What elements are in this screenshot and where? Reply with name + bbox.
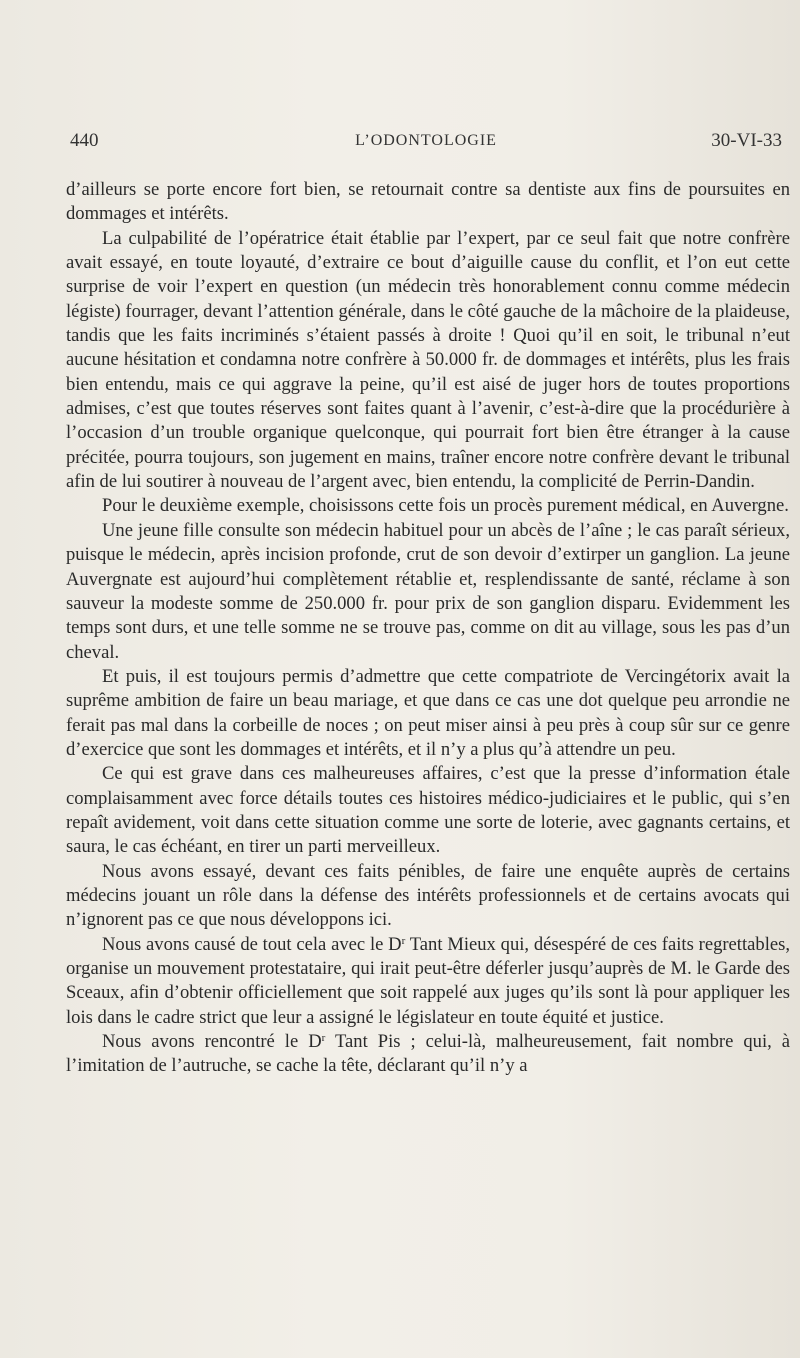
paragraph-4: Une jeune fille consulte son médecin habituel pour un abcès de l’aîne ; le cas paraît sérieux, puisque le médecin, après incision profonde, crut de son devoir d’extirper un ganglion. La jeune Auvergnate est aujourd’hui complètement rétablie et, resplendissante de santé, réclame à son sauveur la modeste somme de 250.000 fr. pour prix de son ganglion disparu. Evidemment les temps sont durs, et une telle somme ne se trouve pas, comme on dit au village, sous les pas d’un cheval. [66,519,790,663]
paragraph-8-rest: Tant Mieux qui, désespéré de ces faits regrettables, organise un mouvement protestataire, qui irait peut-être déferler jusqu’auprès de M. le Garde des Sceaux, afin d’obtenir officiellement que soit rappelé aux juges qu’ils sont là pour appliquer les lois dans le cadre strict que leur a assigné le législateur en toute équité et justice. [66,933,790,1028]
paragraph-7: Nous avons essayé, devant ces faits pénibles, de faire une enquête auprès de certains médecins jouant un rôle dans la défense des intérêts professionnels et de certains avocats qui n’ignorent pas ce que nous développons ici. [66,860,790,931]
paragraph-6: Ce qui est grave dans ces malheureuses affaires, c’est que la presse d’information étale complaisamment avec force détails toutes ces histoires médico-judiciaires et le public, qui s’en repaît avidement, voit dans cette situation comme une sorte de loterie, avec gagnants certains, et saura, le cas échéant, en tirer un parti merveilleux. [66,763,790,858]
paragraph-3: Pour le deuxième exemple, choisissons cette fois un procès purement médical, en Auvergne. [102,495,789,517]
journal-title: L’ODONTOLOGIE [355,132,497,149]
paragraph-9-start: Nous avons rencontré le D [102,1031,322,1053]
running-header [70,130,782,160]
page-number: 440 [70,130,99,151]
issue-date: 30-VI-33 [711,130,782,151]
paragraph-2: La culpabilité de l’opératrice était établie par l’expert, par ce seul fait que notre confrère avait essayé, en toute loyauté, d’extraire ce bout d’aiguille cause du conflit, et l’on eut cette surprise de voir l’expert en question (un médecin très honorablement connu comme médecin légiste) fourrager, devant l’attention générale, dans le côté gauche de la mâchoire de la plaideuse, tandis que les faits incriminés s’étaient passés à droite ! Quoi qu’il en soit, le tribunal n’eut aucune hésitation et condamna notre confrère à 50.000 fr. de dommages et intérêts, plus les frais bien entendu, mais ce qui aggrave la peine, qu’il est aisé de juger hors de toutes proportions admises, c’est que toutes réserves sont faites quant à l’avenir, c’est-à-dire que la procédurière à l’occasion d’un trouble organique quelconque, qui pourrait fort bien être étranger à la cause précitée, pourra toujours, son jugement en mains, traîner encore notre confrère devant le tribunal afin de lui soutirer à nouveau de l’argent avec, bien entendu, la complicité de Perrin-Dandin. [66,227,790,493]
paragraph-9-rest: Tant Pis ; celui-là, malheureusement, fait nombre qui, à l’imitation de l’autruche, se cache la tête, déclarant qu’il n’y a [66,1031,790,1077]
article-body [66,178,790,1079]
paragraph-8-start: Nous avons causé de tout cela avec le D [102,933,402,955]
doctor-abbrev-sup: r [401,934,406,947]
paragraph-8 [66,933,790,1030]
paragraph-1: d’ailleurs se porte encore fort bien, se retournait contre sa dentiste aux fins de poursuites en dommages et intérêts. [66,179,790,225]
doctor-abbrev-sup: r [321,1032,326,1045]
paragraph-5: Et puis, il est toujours permis d’admettre que cette compatriote de Vercingétorix avait la suprême ambition de faire un beau mariage, et que dans ce cas une dot quelque peu arrondie ne ferait pas mal dans la corbeille de noces ; on peut miser ainsi à peu près à coup sûr sur ce genre d’exercice que sont les dommages et intérêts, et il n’y a plus qu’à attendre un peu. [66,665,790,760]
paragraph-9 [66,1030,790,1079]
